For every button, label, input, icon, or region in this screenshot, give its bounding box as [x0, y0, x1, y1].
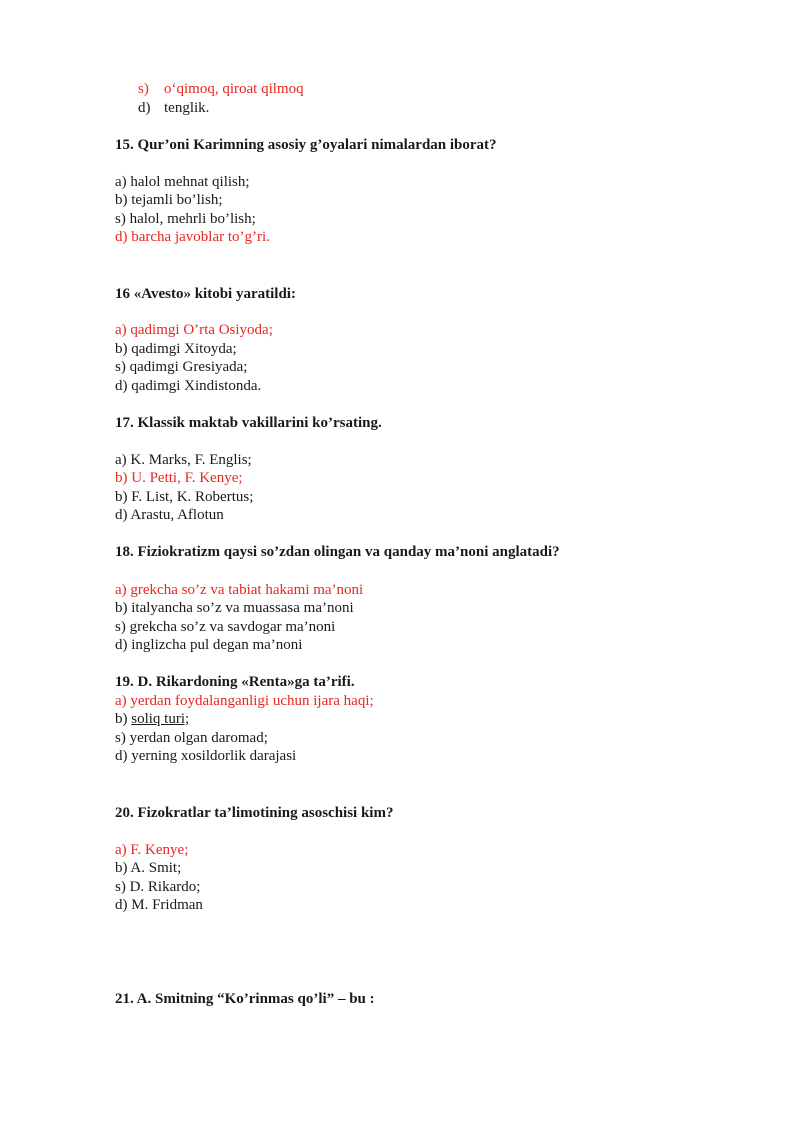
q19-option-b [115, 710, 189, 728]
q15-option-b: b) tejamli bo’lish; [115, 192, 223, 208]
q19-option-a-correct: a) yerdan foydalanganligi uchun ijara haqi; [115, 693, 374, 709]
question-16-title: 16 «Avesto» kitobi yaratildi: [115, 286, 296, 302]
option-text: tenglik. [164, 100, 210, 116]
option-letter: s) [138, 81, 149, 97]
q18-option-d: d) inglizcha pul degan ma’noni [115, 637, 303, 653]
question-15-title: 15. Qur’oni Karimning asosiy g’oyalari nimalardan iborat? [115, 137, 497, 153]
q16-option-d: d) qadimgi Xindistonda. [115, 378, 262, 394]
q20-option-d: d) M. Fridman [115, 897, 203, 913]
q19-option-d: d) yerning xosildorlik darajasi [115, 748, 297, 764]
q15-option-s: s) halol, mehrli bo’lish; [115, 211, 256, 227]
q19-option-s: s) yerdan olgan daromad; [115, 730, 268, 746]
q15-option-a: a) halol mehnat qilish; [115, 174, 250, 190]
q17-option-b-correct: b) U. Petti, F. Kenye; [115, 470, 243, 486]
q17-option-b2: b) F. List, K. Robertus; [115, 489, 254, 505]
option-d-top [138, 99, 209, 117]
question-19-title: 19. D. Rikardoning «Renta»ga ta’rifi. [115, 674, 355, 690]
q17-option-d: d) Arastu, Aflotun [115, 507, 224, 523]
option-letter: d) [138, 100, 151, 116]
option-prefix: b) [115, 711, 132, 727]
q20-option-s: s) D. Rikardo; [115, 879, 201, 895]
question-17-title: 17. Klassik maktab vakillarini ko’rsating. [115, 415, 382, 431]
q18-option-b: b) italyancha so’z va muassasa ma’noni [115, 600, 354, 616]
q17-option-a: a) K. Marks, F. Englis; [115, 452, 252, 468]
option-underlined-text: soliq turi; [131, 711, 190, 727]
q16-option-s: s) qadimgi Gresiyada; [115, 359, 248, 375]
option-text: o‘qimoq, qiroat qilmoq [164, 81, 304, 97]
q18-option-a-correct: a) grekcha so’z va tabiat hakami ma’noni [115, 582, 364, 598]
q18-option-s: s) grekcha so’z va savdogar ma’noni [115, 619, 336, 635]
q16-option-b: b) qadimgi Xitoyda; [115, 341, 237, 357]
option-s-top [138, 80, 304, 98]
question-21-title: 21. A. Smitning “Ko’rinmas qo’li” – bu : [115, 991, 375, 1007]
q20-option-a-correct: a) F. Kenye; [115, 842, 189, 858]
q20-option-b: b) A. Smit; [115, 860, 182, 876]
question-20-title: 20. Fizokratlar ta’limotining asoschisi kim? [115, 805, 394, 821]
q16-option-a-correct: a) qadimgi O’rta Osiyoda; [115, 322, 273, 338]
question-18-title: 18. Fiziokratizm qaysi so’zdan olingan va qanday ma’noni anglatadi? [115, 544, 560, 560]
q15-option-d-correct: d) barcha javoblar to’g’ri. [115, 229, 270, 245]
